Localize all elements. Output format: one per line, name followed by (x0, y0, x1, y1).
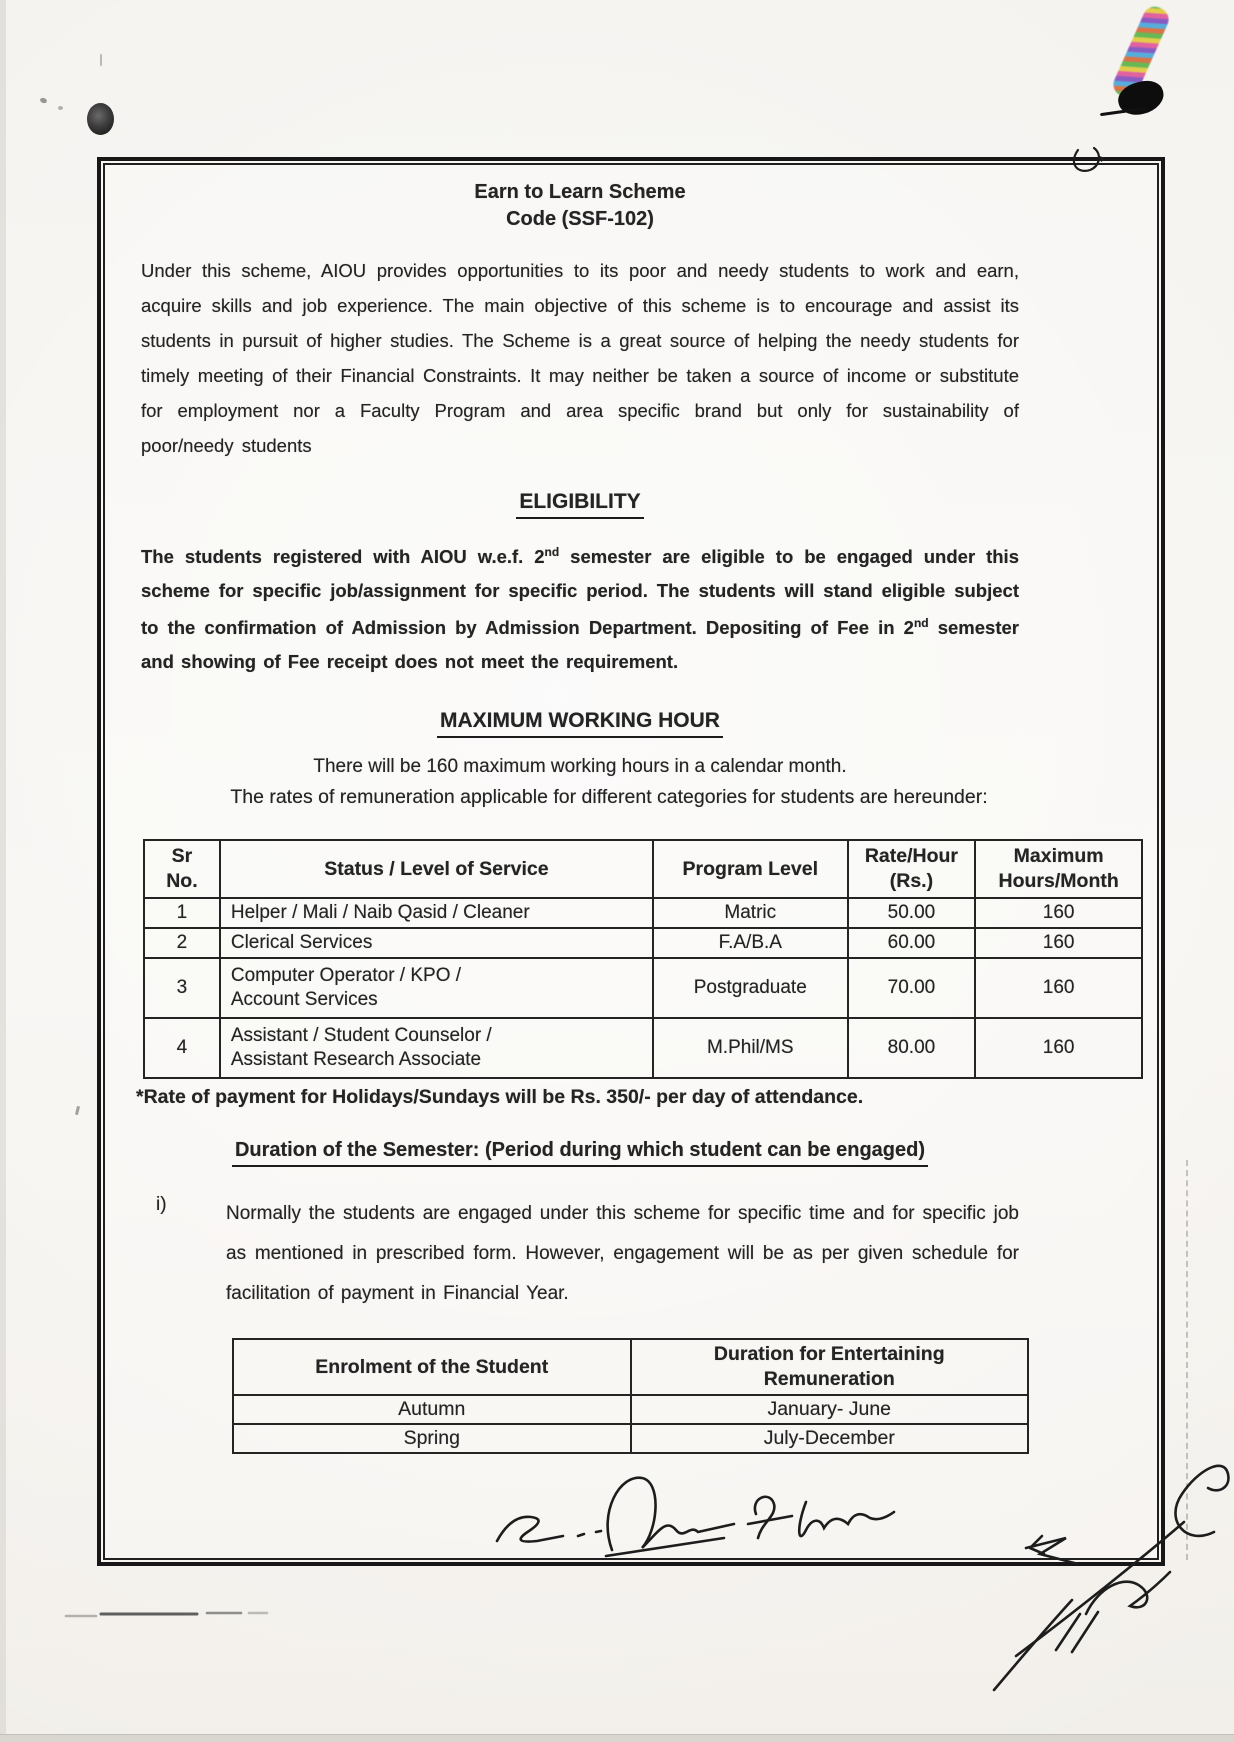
cell-duration: July-December (631, 1424, 1029, 1453)
eligibility-heading: ELIGIBILITY (141, 490, 1019, 519)
working-hours-line2: The rates of remuneration applicable for different categories for students are hereunder: (230, 786, 988, 809)
page-title (141, 179, 1019, 233)
cell-sr: 1 (144, 898, 220, 928)
working-hours-heading: MAXIMUM WORKING HOUR (141, 709, 1019, 738)
document-frame (97, 157, 1165, 1566)
table-row (144, 898, 1142, 928)
header-cell-enrolment: Enrolment of the Student (233, 1339, 631, 1395)
working-hours-line1: There will be 160 maximum working hours in a calendar month. (313, 756, 847, 778)
cell-rate: 70.00 (848, 958, 976, 1018)
cell-enrolment: Autumn (233, 1395, 631, 1424)
page-title-line1: Earn to Learn Scheme (474, 181, 686, 203)
duration-heading: Duration of the Semester: (Period during which student can be engaged) (141, 1139, 1019, 1167)
table-row (144, 928, 1142, 958)
header-cell-program-level: Program Level (653, 840, 848, 898)
list-item (156, 1194, 1116, 1314)
superscript-nd: nd (544, 545, 560, 559)
rates-table (143, 839, 1143, 1079)
cell-rate: 50.00 (848, 898, 976, 928)
rates-note: *Rate of payment for Holidays/Sundays will be Rs. 350/- per day of attendance. (136, 1086, 864, 1109)
page-title-line2: Code (SSF-102) (506, 208, 654, 230)
ink-speck (39, 97, 47, 104)
ink-speck (75, 1106, 80, 1115)
rates-table-header-row (144, 840, 1142, 898)
ink-speck (100, 54, 102, 66)
table-row (144, 1018, 1142, 1078)
enrolment-table-header-row (233, 1339, 1028, 1395)
header-cell-duration: Duration for Entertaining Remuneration (631, 1339, 1029, 1395)
header-cell-max-hours: Maximum Hours/Month (975, 840, 1142, 898)
cell-program: Matric (653, 898, 848, 928)
scan-bottom-edge-shadow (0, 1734, 1234, 1742)
cell-sr: 4 (144, 1018, 220, 1078)
header-cell-status: Status / Level of Service (220, 840, 653, 898)
cell-duration: January- June (631, 1395, 1029, 1424)
enrolment-table (232, 1338, 1029, 1454)
list-item-text: Normally the students are engaged under this scheme for specific time and for specific job as mentioned in prescribed form. However, engagement will be as per given schedule for facilitation of payment in Financial Year. (226, 1203, 1019, 1305)
cell-program: F.A/B.A (653, 928, 848, 958)
document-content (101, 167, 1161, 1562)
cell-hours: 160 (975, 1018, 1142, 1078)
header-cell-rate-hour: Rate/Hour (Rs.) (848, 840, 976, 898)
eligibility-paragraph: The students registered with AIOU w.e.f. 2nd semester are eligible to be engaged under this scheme for specific job/assignment for specific period. The students will stand eligible subject to the confirmation of Admission by Admission Department. Depositing of Fee in 2nd semester and showing of Fee receipt does not meet the requirement. (141, 545, 1019, 672)
cell-sr: 2 (144, 928, 220, 958)
cell-status: Clerical Services (220, 928, 653, 958)
hole-punch-mark (87, 103, 114, 135)
table-row (233, 1424, 1028, 1453)
cell-sr: 3 (144, 958, 220, 1018)
table-row (233, 1395, 1028, 1424)
intro-paragraph: Under this scheme, AIOU provides opportunities to its poor and needy students to work and earn, acquire skills and job experience. The main objective of this scheme is to encourage and assist its students in pursuit of higher studies. The Scheme is a great source of helping the needy students for timely meeting of their Financial Constraints. It may neither be taken a source of income or substitute for employment nor a Faculty Program and area specific brand but only for sustainability of poor/needy students (141, 260, 1019, 456)
table-row (144, 958, 1142, 1018)
cell-status: Helper / Mali / Naib Qasid / Cleaner (220, 898, 653, 928)
superscript-nd: nd (913, 616, 929, 631)
ink-speck (58, 106, 63, 110)
cell-rate: 80.00 (848, 1018, 976, 1078)
scan-dash-marks (66, 1613, 267, 1616)
header-cell-sr-no: Sr No. (144, 840, 220, 898)
cell-hours: 160 (975, 958, 1142, 1018)
cell-program: M.Phil/MS (653, 1018, 848, 1078)
cell-hours: 160 (975, 928, 1142, 958)
cell-status: Assistant / Student Counselor / Assistant Research Associate (220, 1018, 653, 1078)
cell-status: Computer Operator / KPO / Account Services (220, 958, 653, 1018)
cell-program: Postgraduate (653, 958, 848, 1018)
cell-hours: 160 (975, 898, 1142, 928)
paper-edge-line (1186, 1160, 1188, 1560)
scan-left-edge-shadow (0, 0, 6, 1742)
cell-enrolment: Spring (233, 1424, 631, 1453)
list-item-marker: i) (156, 1194, 167, 1216)
cell-rate: 60.00 (848, 928, 976, 958)
